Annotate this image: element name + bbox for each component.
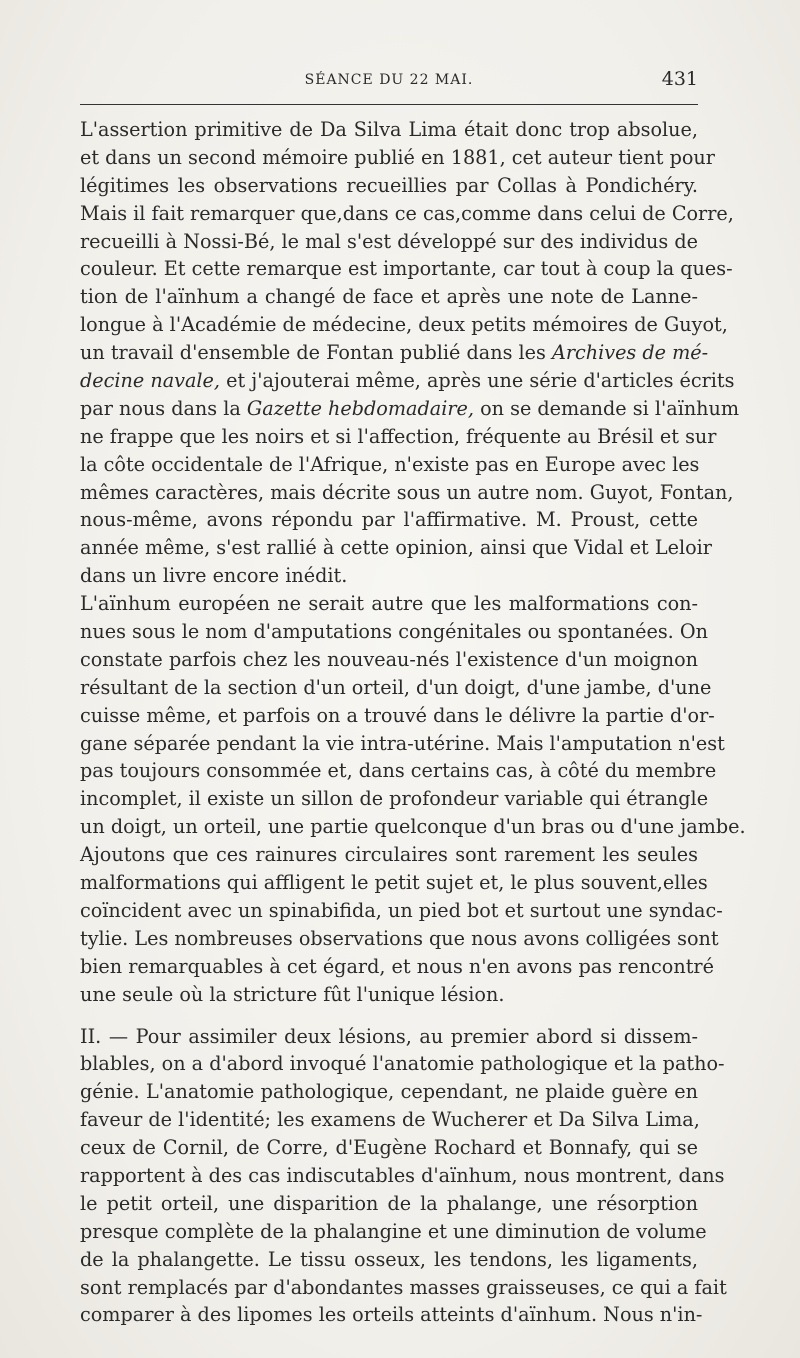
text-line: pas toujours consommée et, dans certains cas, à côté du membre bbox=[80, 759, 717, 783]
text-line: une seule où la stricture fût l'unique lésion. bbox=[80, 982, 505, 1006]
text-line: II. — Pour assimiler deux lésions, au premier abord si dissem- bbox=[80, 1024, 698, 1048]
paragraph-spacer bbox=[80, 1009, 698, 1023]
text-line: Ajoutons que ces rainures circulaires sont rarement les seules bbox=[80, 843, 698, 867]
text-line: un doigt, un orteil, une partie quelconque d'un bras ou d'une jambe. bbox=[80, 815, 746, 839]
text-line: année même, s'est rallié à cette opinion, ainsi que Vidal et Leloir bbox=[80, 536, 712, 560]
text-line: couleur. Et cette remarque est importante, car tout à coup la ques- bbox=[80, 257, 733, 281]
text-line: rapportent à des cas indiscutables d'aïnhum, nous montrent, dans bbox=[80, 1163, 725, 1187]
text-line: blables, on a d'abord invoqué l'anatomie pathologique et la patho- bbox=[80, 1052, 725, 1076]
text-line: incomplet, il existe un sillon de profondeur variable qui étrangle bbox=[80, 787, 709, 811]
text-line: coïncident avec un spinabifida, un pied bot et surtout une syndac- bbox=[80, 898, 723, 922]
text-line: comparer à des lipomes les orteils atteints d'aïnhum. Nous n'in- bbox=[80, 1303, 703, 1327]
text-line: L'assertion primitive de Da Silva Lima était donc trop absolue, bbox=[80, 118, 698, 141]
text-line: longue à l'Académie de médecine, deux petits mémoires de Guyot, bbox=[80, 313, 728, 337]
text-line: ne frappe que les noirs et si l'affection, fréquente au Brésil et sur bbox=[80, 424, 717, 448]
text-line: tylie. Les nombreuses observations que nous avons colligées sont bbox=[80, 926, 719, 950]
text-line: dans un livre encore inédit. bbox=[80, 564, 348, 588]
text-line: légitimes les observations recueillies par Collas à Pondichéry. bbox=[80, 173, 698, 197]
text-line: bien remarquables à cet égard, et nous n'en avons pas rencontré bbox=[80, 954, 714, 978]
paragraph-3 bbox=[80, 1023, 727, 1330]
text-line: L'aïnhum européen ne serait autre que les malformations con- bbox=[80, 592, 698, 616]
text-line: le petit orteil, une disparition de la phalange, une résorption bbox=[80, 1191, 698, 1215]
text-line: nues sous le nom d'amputations congénitales ou spontanées. On bbox=[80, 620, 708, 644]
text-line: par nous dans la Gazette hebdomadaire, on se demande si l'aïnhum bbox=[80, 396, 740, 420]
text-line: Mais il fait remarquer que,dans ce cas,comme dans celui de Corre, bbox=[80, 201, 734, 225]
text-line: et dans un second mémoire publié en 1881, cet auteur tient pour bbox=[80, 145, 715, 169]
text-line: résultant de la section d'un orteil, d'un doigt, d'une jambe, d'une bbox=[80, 675, 712, 699]
text-line: la côte occidentale de l'Afrique, n'existe pas en Europe avec les bbox=[80, 452, 700, 476]
text-line: constate parfois chez les nouveau-nés l'existence d'un moignon bbox=[80, 647, 698, 671]
paragraph-2 bbox=[80, 590, 746, 1008]
text-line: un travail d'ensemble de Fontan publié dans les Archives de mé- bbox=[80, 341, 709, 365]
text-line: mêmes caractères, mais décrite sous un autre nom. Guyot, Fontan, bbox=[80, 480, 734, 504]
text-line: gane séparée pendant la vie intra-utérine. Mais l'amputation n'est bbox=[80, 731, 725, 755]
text-line: sont remplacés par d'abondantes masses graisseuses, ce qui a fait bbox=[80, 1275, 727, 1299]
text-line: malformations qui affligent le petit sujet et, le plus souvent,elles bbox=[80, 871, 708, 895]
page-header bbox=[80, 68, 698, 100]
text-line: decine navale, et j'ajouterai même, après une série d'articles écrits bbox=[80, 369, 735, 393]
text-line: presque complète de la phalangine et une diminution de volume bbox=[80, 1219, 707, 1243]
header-rule bbox=[80, 104, 698, 105]
text-line: faveur de l'identité; les examens de Wucherer et Da Silva Lima, bbox=[80, 1108, 700, 1132]
text-line: cuisse même, et parfois on a trouvé dans le délivre la partie d'or- bbox=[80, 703, 715, 727]
text-line: recueilli à Nossi-Bé, le mal s'est développé sur des individus de bbox=[80, 229, 698, 253]
running-head: SÉANCE DU 22 MAI. bbox=[304, 72, 474, 88]
body-text bbox=[80, 116, 746, 1329]
paragraph-1 bbox=[80, 116, 740, 590]
text-line: tion de l'aïnhum a changé de face et après une note de Lanne- bbox=[80, 285, 698, 309]
text-line: nous-même, avons répondu par l'affirmative. M. Proust, cette bbox=[80, 508, 698, 532]
page-number: 431 bbox=[661, 68, 698, 90]
text-line: génie. L'anatomie pathologique, cependant, ne plaide guère en bbox=[80, 1080, 698, 1104]
text-line: ceux de Cornil, de Corre, d'Eugène Rochard et Bonnafy, qui se bbox=[80, 1136, 698, 1160]
text-line: de la phalangette. Le tissu osseux, les tendons, les ligaments, bbox=[80, 1247, 698, 1271]
